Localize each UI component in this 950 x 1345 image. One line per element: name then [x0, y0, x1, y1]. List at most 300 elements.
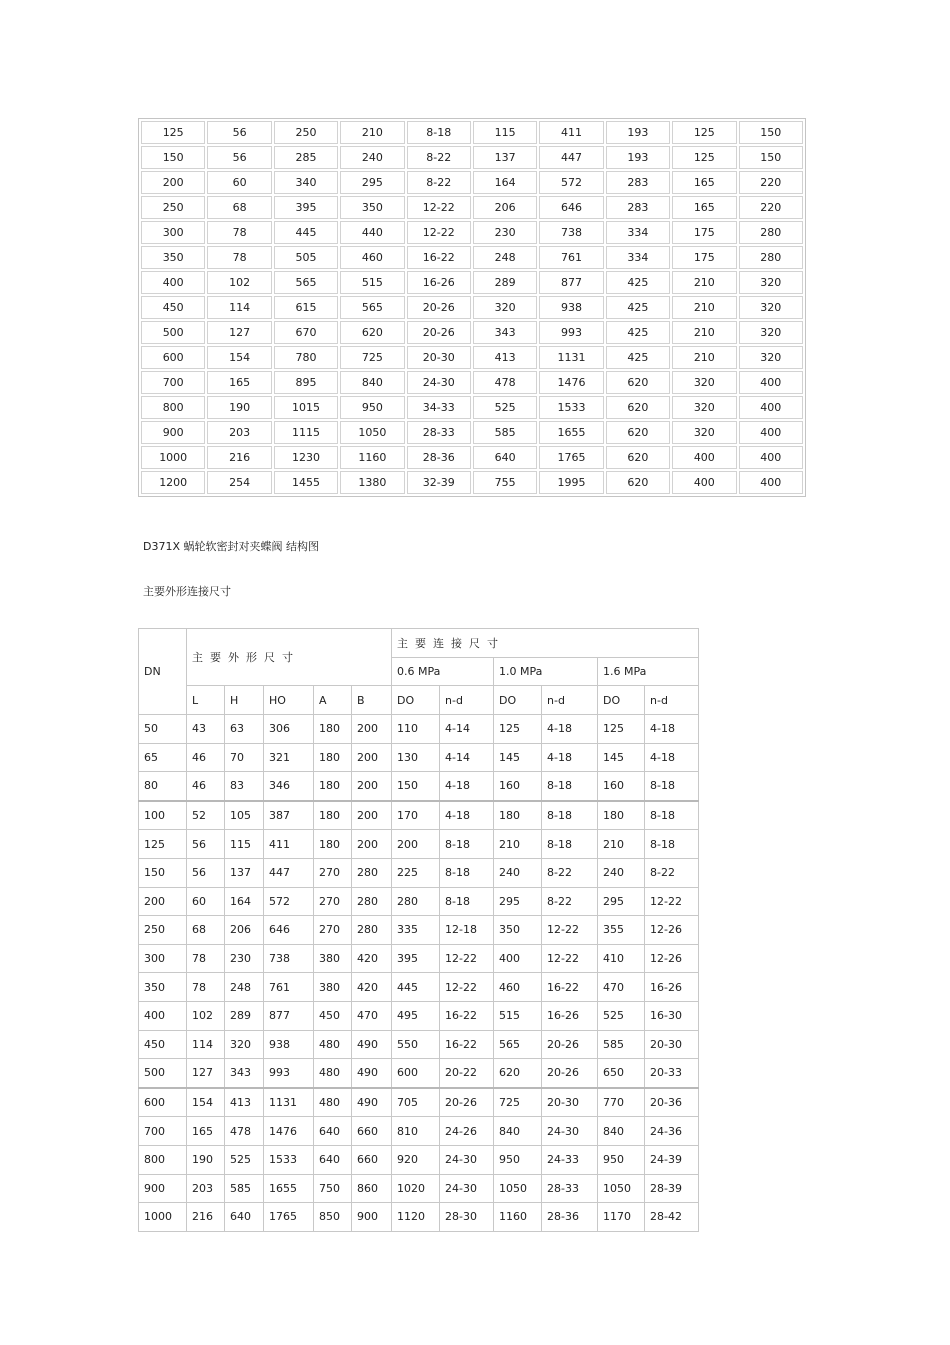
table-cell: 300 — [139, 944, 187, 973]
table-cell: 8-18 — [407, 121, 471, 144]
table-cell: 78 — [187, 944, 225, 973]
table-cell: 761 — [264, 973, 314, 1002]
table-cell: 110 — [392, 715, 440, 744]
table-cell: 240 — [494, 858, 542, 887]
table-cell: 28-30 — [440, 1203, 494, 1232]
table-cell: 600 — [141, 346, 205, 369]
table-cell: 43 — [187, 715, 225, 744]
table-cell: 60 — [207, 171, 271, 194]
table-cell: 1160 — [494, 1203, 542, 1232]
table-row — [141, 221, 803, 244]
table-cell: 8-18 — [440, 887, 494, 916]
outline-dimensions-header: 主要外形尺寸 — [187, 629, 392, 686]
table-cell: 400 — [739, 446, 803, 469]
table-cell: 280 — [352, 916, 392, 945]
table-row — [141, 246, 803, 269]
table-cell: 1050 — [598, 1174, 645, 1203]
table-cell: 8-22 — [407, 146, 471, 169]
table-cell: 400 — [672, 446, 736, 469]
table-cell: 425 — [606, 296, 670, 319]
table-cell: 1160 — [340, 446, 404, 469]
table-cell: 585 — [473, 421, 537, 444]
table-cell: 860 — [352, 1174, 392, 1203]
table-cell: 738 — [264, 944, 314, 973]
table-cell: 203 — [187, 1174, 225, 1203]
table-cell: 725 — [494, 1088, 542, 1117]
table-cell: 950 — [598, 1145, 645, 1174]
table-cell: 12-22 — [542, 916, 598, 945]
table-cell: 8-22 — [645, 858, 699, 887]
table-row — [141, 321, 803, 344]
table-cell: 24-30 — [407, 371, 471, 394]
table-cell: 320 — [672, 371, 736, 394]
table-cell: 220 — [739, 171, 803, 194]
table-cell: 12-18 — [440, 916, 494, 945]
table-cell: 572 — [264, 887, 314, 916]
table-cell: 525 — [225, 1145, 264, 1174]
table-cell: 165 — [672, 196, 736, 219]
table-cell: 200 — [352, 743, 392, 772]
table-cell: 285 — [274, 146, 338, 169]
table-cell: 270 — [314, 887, 352, 916]
table-cell: 1115 — [274, 421, 338, 444]
table-row — [139, 973, 699, 1002]
table-cell: 1120 — [392, 1203, 440, 1232]
table-cell: 8-18 — [645, 830, 699, 859]
table-cell: 114 — [207, 296, 271, 319]
table-row — [139, 1174, 699, 1203]
table-cell: 8-22 — [542, 858, 598, 887]
table-cell: 190 — [207, 396, 271, 419]
table-cell: 900 — [141, 421, 205, 444]
table-cell: 83 — [225, 772, 264, 801]
table-cell: 225 — [392, 858, 440, 887]
table-cell: 210 — [672, 321, 736, 344]
table-cell: 102 — [207, 271, 271, 294]
table-cell: 515 — [494, 1001, 542, 1030]
table-row — [139, 1059, 699, 1088]
table-cell: 761 — [539, 246, 603, 269]
table-cell: 16-26 — [407, 271, 471, 294]
pressure-header: 1.6 MPa — [598, 658, 699, 686]
table-cell: 470 — [352, 1001, 392, 1030]
table-cell: 28-36 — [407, 446, 471, 469]
table-cell: 350 — [139, 973, 187, 1002]
table-cell: 490 — [352, 1059, 392, 1088]
table-cell: 400 — [494, 944, 542, 973]
table-cell: 200 — [352, 801, 392, 830]
table-cell: 343 — [225, 1059, 264, 1088]
table-cell: 750 — [314, 1174, 352, 1203]
table-cell: 500 — [141, 321, 205, 344]
table-cell: 206 — [225, 916, 264, 945]
table-cell: 24-30 — [440, 1145, 494, 1174]
table-cell: 400 — [672, 471, 736, 494]
table-cell: 240 — [340, 146, 404, 169]
table-cell: 334 — [606, 246, 670, 269]
table-cell: 165 — [672, 171, 736, 194]
table-row — [139, 858, 699, 887]
table-cell: 755 — [473, 471, 537, 494]
table-cell: 920 — [392, 1145, 440, 1174]
table-cell: 170 — [392, 801, 440, 830]
table-cell: 20-22 — [440, 1059, 494, 1088]
table-cell: 137 — [473, 146, 537, 169]
pressure-header: 1.0 MPa — [494, 658, 598, 686]
table-cell: 68 — [207, 196, 271, 219]
table-cell: 640 — [314, 1145, 352, 1174]
table-cell: 20-30 — [542, 1088, 598, 1117]
table-cell: 320 — [672, 421, 736, 444]
table-cell: 400 — [739, 371, 803, 394]
table-cell: 56 — [207, 146, 271, 169]
table-cell: 395 — [392, 944, 440, 973]
table-cell: 63 — [225, 715, 264, 744]
table-cell: 230 — [225, 944, 264, 973]
column-header: H — [225, 686, 264, 715]
table-cell: 180 — [314, 772, 352, 801]
table-cell: 12-22 — [645, 887, 699, 916]
table-cell: 154 — [207, 346, 271, 369]
table-cell: 480 — [314, 1088, 352, 1117]
table-cell: 125 — [672, 146, 736, 169]
table-cell: 400 — [139, 1001, 187, 1030]
table-cell: 993 — [539, 321, 603, 344]
table-cell: 650 — [598, 1059, 645, 1088]
table-cell: 400 — [739, 396, 803, 419]
table-cell: 150 — [739, 146, 803, 169]
table-cell: 295 — [340, 171, 404, 194]
table-row — [141, 371, 803, 394]
structure-diagram-caption: D371X 蜗轮软密封对夹蝶阀 结构图 — [143, 540, 319, 553]
table-cell: 1380 — [340, 471, 404, 494]
table-cell: 350 — [141, 246, 205, 269]
table-cell: 1230 — [274, 446, 338, 469]
section-heading: 主要外形连接尺寸 — [143, 585, 231, 598]
table-cell: 295 — [494, 887, 542, 916]
table-row — [141, 396, 803, 419]
table-cell: 950 — [340, 396, 404, 419]
table-cell: 1765 — [264, 1203, 314, 1232]
table-cell: 840 — [598, 1117, 645, 1146]
table-cell: 450 — [314, 1001, 352, 1030]
table-cell: 900 — [139, 1174, 187, 1203]
table-row — [139, 1088, 699, 1117]
table-cell: 193 — [606, 121, 670, 144]
table-row — [139, 715, 699, 744]
table-row — [139, 743, 699, 772]
table-cell: 68 — [187, 916, 225, 945]
table-cell: 320 — [739, 271, 803, 294]
table-cell: 16-22 — [440, 1001, 494, 1030]
table-cell: 125 — [672, 121, 736, 144]
table-cell: 938 — [539, 296, 603, 319]
table-row — [141, 421, 803, 444]
table-cell: 440 — [340, 221, 404, 244]
table-cell: 4-18 — [542, 743, 598, 772]
table-cell: 8-18 — [645, 801, 699, 830]
table-cell: 28-33 — [542, 1174, 598, 1203]
table-cell: 28-42 — [645, 1203, 699, 1232]
table-cell: 306 — [264, 715, 314, 744]
table-cell: 1170 — [598, 1203, 645, 1232]
table-cell: 4-14 — [440, 743, 494, 772]
table-cell: 52 — [187, 801, 225, 830]
table-cell: 800 — [141, 396, 205, 419]
table-row — [141, 346, 803, 369]
table-cell: 200 — [392, 830, 440, 859]
table-cell: 615 — [274, 296, 338, 319]
table-cell: 210 — [494, 830, 542, 859]
table-cell: 56 — [187, 830, 225, 859]
table-cell: 210 — [598, 830, 645, 859]
table-cell: 180 — [314, 801, 352, 830]
table-cell: 1020 — [392, 1174, 440, 1203]
table-cell: 585 — [225, 1174, 264, 1203]
table-cell: 12-26 — [645, 916, 699, 945]
table-cell: 525 — [473, 396, 537, 419]
table-cell: 280 — [352, 887, 392, 916]
table-cell: 620 — [606, 396, 670, 419]
table-row — [139, 830, 699, 859]
table-cell: 480 — [314, 1030, 352, 1059]
table-cell: 20-33 — [645, 1059, 699, 1088]
table-cell: 70 — [225, 743, 264, 772]
table-cell: 620 — [606, 371, 670, 394]
column-header: n-d — [542, 686, 598, 715]
table-cell: 400 — [141, 271, 205, 294]
table-cell: 20-26 — [542, 1030, 598, 1059]
table-cell: 280 — [739, 221, 803, 244]
table-cell: 283 — [606, 171, 670, 194]
table-cell: 210 — [672, 296, 736, 319]
table-cell: 335 — [392, 916, 440, 945]
table-cell: 78 — [207, 246, 271, 269]
table-cell: 1000 — [141, 446, 205, 469]
table-cell: 165 — [207, 371, 271, 394]
main-dimensions-table — [138, 628, 699, 1232]
table-cell: 993 — [264, 1059, 314, 1088]
table-cell: 480 — [314, 1059, 352, 1088]
table-row — [141, 121, 803, 144]
table-cell: 8-22 — [542, 887, 598, 916]
table-cell: 102 — [187, 1001, 225, 1030]
table-cell: 270 — [314, 858, 352, 887]
table-cell: 445 — [392, 973, 440, 1002]
table-cell: 175 — [672, 221, 736, 244]
table-cell: 280 — [392, 887, 440, 916]
table-cell: 900 — [352, 1203, 392, 1232]
table-cell: 411 — [539, 121, 603, 144]
table-cell: 248 — [473, 246, 537, 269]
table-cell: 4-18 — [440, 801, 494, 830]
table-cell: 495 — [392, 1001, 440, 1030]
dn-header: DN — [139, 629, 187, 715]
table-row — [141, 146, 803, 169]
table-cell: 8-18 — [542, 801, 598, 830]
table-row — [139, 916, 699, 945]
table-cell: 78 — [207, 221, 271, 244]
table-cell: 200 — [352, 715, 392, 744]
column-header: n-d — [645, 686, 699, 715]
table-cell: 175 — [672, 246, 736, 269]
table-cell: 660 — [352, 1117, 392, 1146]
table-cell: 478 — [225, 1117, 264, 1146]
table-cell: 1000 — [139, 1203, 187, 1232]
table-cell: 525 — [598, 1001, 645, 1030]
table-cell: 240 — [598, 858, 645, 887]
table-cell: 216 — [187, 1203, 225, 1232]
table-cell: 125 — [139, 830, 187, 859]
table-cell: 1533 — [264, 1145, 314, 1174]
column-header: L — [187, 686, 225, 715]
table-cell: 270 — [314, 916, 352, 945]
table-cell: 46 — [187, 772, 225, 801]
table-row — [141, 296, 803, 319]
table-cell: 216 — [207, 446, 271, 469]
table-cell: 646 — [264, 916, 314, 945]
table-cell: 420 — [352, 973, 392, 1002]
table-cell: 115 — [225, 830, 264, 859]
table-cell: 295 — [598, 887, 645, 916]
table-cell: 550 — [392, 1030, 440, 1059]
table-cell: 565 — [340, 296, 404, 319]
table-cell: 200 — [141, 171, 205, 194]
table-cell: 50 — [139, 715, 187, 744]
table-cell: 12-22 — [407, 196, 471, 219]
table-cell: 56 — [207, 121, 271, 144]
table-row — [141, 196, 803, 219]
table-cell: 8-18 — [542, 772, 598, 801]
column-header: A — [314, 686, 352, 715]
table-cell: 350 — [494, 916, 542, 945]
table-cell: 8-18 — [440, 858, 494, 887]
table-cell: 800 — [139, 1145, 187, 1174]
table-cell: 620 — [494, 1059, 542, 1088]
column-header: n-d — [440, 686, 494, 715]
table-cell: 810 — [392, 1117, 440, 1146]
table-cell: 1476 — [264, 1117, 314, 1146]
table-cell: 1476 — [539, 371, 603, 394]
table-cell: 24-33 — [542, 1145, 598, 1174]
table-cell: 620 — [606, 446, 670, 469]
table-cell: 1655 — [264, 1174, 314, 1203]
table-cell: 165 — [187, 1117, 225, 1146]
table-cell: 12-22 — [440, 944, 494, 973]
table-cell: 150 — [392, 772, 440, 801]
table-cell: 380 — [314, 944, 352, 973]
table-cell: 640 — [314, 1117, 352, 1146]
table-cell: 280 — [739, 246, 803, 269]
table-row — [139, 1001, 699, 1030]
table-cell: 190 — [187, 1145, 225, 1174]
table-cell: 1455 — [274, 471, 338, 494]
table-cell: 20-26 — [440, 1088, 494, 1117]
table-cell: 600 — [139, 1088, 187, 1117]
table-cell: 1131 — [264, 1088, 314, 1117]
table-cell: 12-22 — [542, 944, 598, 973]
table-row — [139, 801, 699, 830]
table-cell: 640 — [473, 446, 537, 469]
table-cell: 938 — [264, 1030, 314, 1059]
table-cell: 60 — [187, 887, 225, 916]
table-cell: 450 — [141, 296, 205, 319]
table-cell: 180 — [314, 743, 352, 772]
connection-dimensions-header: 主要连接尺寸 — [392, 629, 699, 658]
table-cell: 230 — [473, 221, 537, 244]
column-header: DO — [598, 686, 645, 715]
table-cell: 20-26 — [407, 321, 471, 344]
table-cell: 320 — [739, 346, 803, 369]
table-cell: 8-22 — [407, 171, 471, 194]
table-cell: 470 — [598, 973, 645, 1002]
table-cell: 4-18 — [645, 715, 699, 744]
table-cell: 28-33 — [407, 421, 471, 444]
table-cell: 125 — [598, 715, 645, 744]
table-cell: 490 — [352, 1088, 392, 1117]
table-cell: 8-18 — [440, 830, 494, 859]
table-cell: 289 — [225, 1001, 264, 1030]
table-cell: 283 — [606, 196, 670, 219]
column-header: DO — [392, 686, 440, 715]
table-cell: 28-39 — [645, 1174, 699, 1203]
table-cell: 705 — [392, 1088, 440, 1117]
table-cell: 180 — [598, 801, 645, 830]
table-cell: 20-30 — [407, 346, 471, 369]
table-cell: 840 — [340, 371, 404, 394]
table-cell: 334 — [606, 221, 670, 244]
table-cell: 700 — [141, 371, 205, 394]
table-cell: 16-26 — [645, 973, 699, 1002]
table-cell: 250 — [139, 916, 187, 945]
table-cell: 411 — [264, 830, 314, 859]
table-cell: 150 — [739, 121, 803, 144]
table-cell: 700 — [139, 1117, 187, 1146]
table-cell: 203 — [207, 421, 271, 444]
table-cell: 12-22 — [407, 221, 471, 244]
table-cell: 200 — [139, 887, 187, 916]
table-cell: 180 — [314, 830, 352, 859]
table-cell: 780 — [274, 346, 338, 369]
table-cell: 400 — [739, 471, 803, 494]
table-cell: 145 — [598, 743, 645, 772]
table-cell: 738 — [539, 221, 603, 244]
table-cell: 660 — [352, 1145, 392, 1174]
table-cell: 1765 — [539, 446, 603, 469]
table-cell: 200 — [352, 772, 392, 801]
table-cell: 125 — [494, 715, 542, 744]
table-cell: 320 — [672, 396, 736, 419]
table-row — [141, 271, 803, 294]
table-cell: 20-36 — [645, 1088, 699, 1117]
table-cell: 248 — [225, 973, 264, 1002]
table-cell: 8-18 — [645, 772, 699, 801]
table-cell: 770 — [598, 1088, 645, 1117]
table-row — [141, 171, 803, 194]
table-cell: 320 — [739, 296, 803, 319]
table-cell: 56 — [187, 858, 225, 887]
table-cell: 28-36 — [542, 1203, 598, 1232]
table-cell: 127 — [187, 1059, 225, 1088]
table-cell: 180 — [494, 801, 542, 830]
column-header: HO — [264, 686, 314, 715]
table-cell: 413 — [473, 346, 537, 369]
table-cell: 250 — [141, 196, 205, 219]
table-cell: 343 — [473, 321, 537, 344]
table-cell: 395 — [274, 196, 338, 219]
table-cell: 447 — [539, 146, 603, 169]
table-cell: 4-18 — [542, 715, 598, 744]
